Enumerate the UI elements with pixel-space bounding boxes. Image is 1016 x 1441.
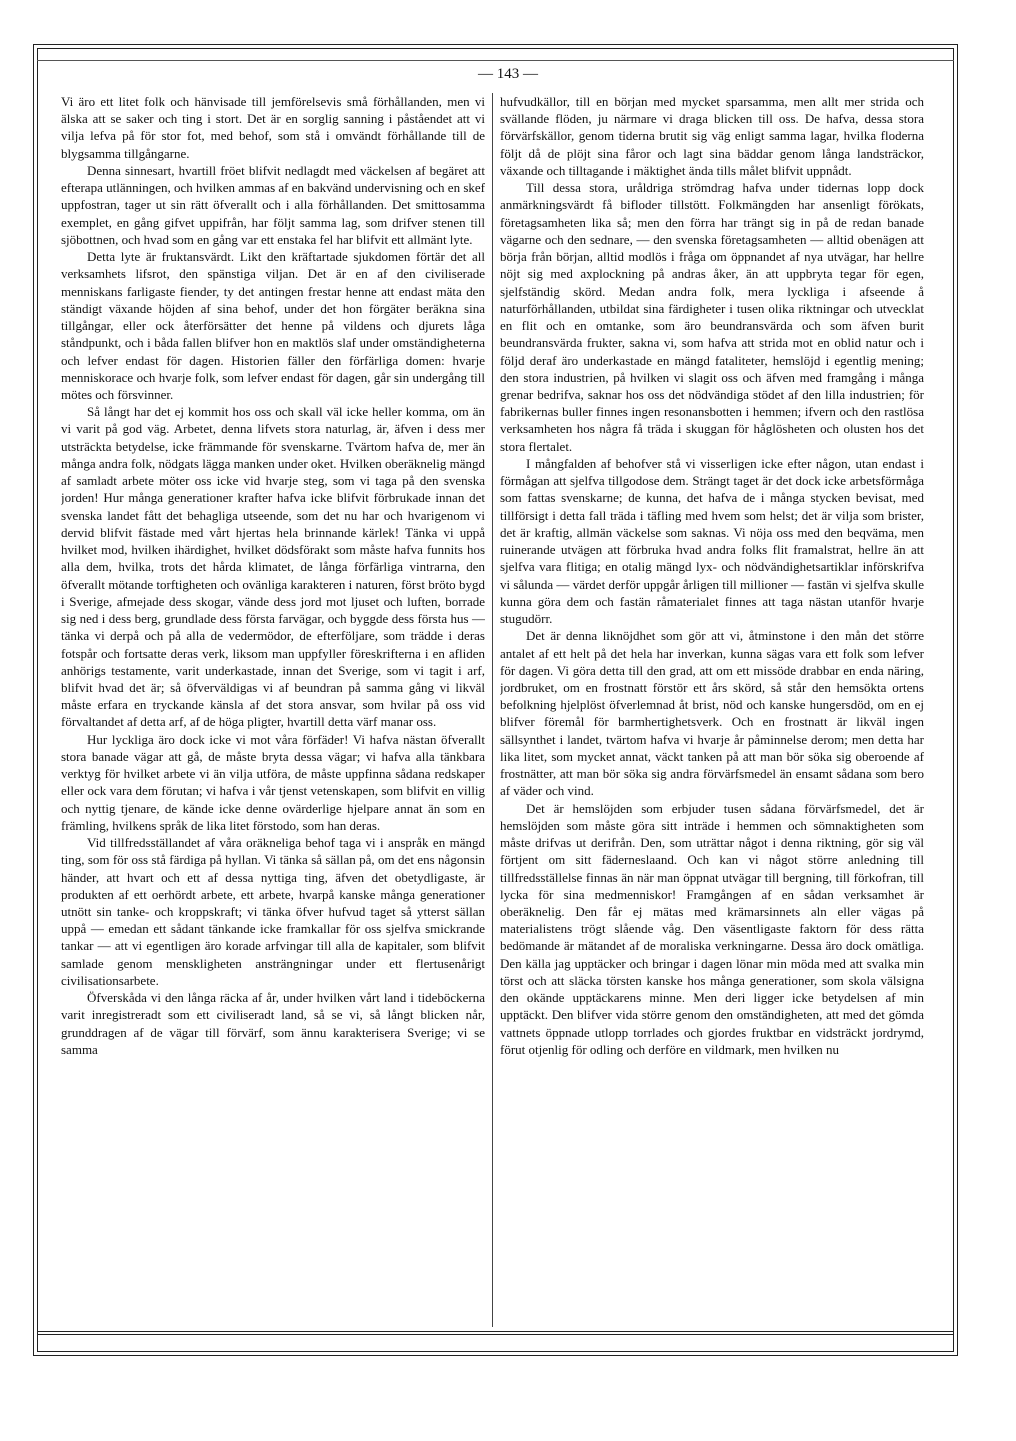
footer-rule-double <box>37 1334 954 1335</box>
footer-rule <box>37 1331 954 1332</box>
paragraph: Så långt har det ej kommit hos oss och skall väl icke heller komma, om än vi varit på god väg. Arbetet, denna lifvets stora naturlag, är, äfven i dess mer utsträckta betydelse, icke främmande för svenskarne. Tvärtom hafva de, mer än många andra folk, nödgats lägga manken under oket. Hvilken oberäknelig mängd af samladt arbete möter oss icke vid hvarje steg, som vi taga på den svenska jorden! Hur många generationer krafter hafva icke blifvit förbrukade innan det svenska landet fått det behagliga utseende, som det nu har och hvarigenom vi dervid blifvit fästade med vårt hjertas hela brinnande kärlek! Tänka vi uppå hvilket mod, hvilken ihärdighet, hvilket dödsförakt som måste hafva funnits hos alla dem, hvilka, trots det hårda klimatet, de långa förfärliga vintrarna, den öfverallt mötande torftigheten och ovänliga karakteren i naturen, först bröto bygd i Sverige, afmejade dess skogar, vände dess jord mot ljuset och luften, borrade sig ned i dess berg, grundlade dess första farvägar, och byggde dess första hus — tänka vi derpå och på alla de vedermödor, de efterföljare, som trädde i deras fotspår och fortsatte deras verk, liksom man uppfyller föreskrifterna i en afliden anhörigs testamente, varit underkastade, innan det Sverige, som vi tagit i arf, blifvit hvad det är; så öfverväldigas vi af beundran på samma gång vi likväl måste erfara en tryckande känsla af det stora ansvar, som hvilar på oss vid förvaltandet af detta arf, af de höga pligter, hvartill detta värf manar oss. <box>61 404 485 730</box>
right-column <box>500 93 924 1327</box>
page-number: — 143 — <box>478 66 538 82</box>
paragraph: Till dessa stora, uråldriga strömdrag hafva under tidernas lopp dock anmärkningsvärdt få bifloder tillstött. Folkmängden har ansenligt förökats, företagsamheten lika så; men den förra har trängt sig in på de redan banade vägarne och den sednare, — den svenska företagsamheten — alltid obenägen att börja från början, alltid modlös i fråga om öppnandet af nya utvägar, har hellre nöjt sig med axplockning på andras åker, än att uppbryta tegar för egen, sjelfständig skörd. Medan andra folk, mera lyckliga i afseende å naturförhållanden, utbildat sina färdigheter i tusen olika riktningar och utvecklat en flit och en omtanke, som äro beundransvärda och som äfven burit beundransvärda frukter, sakna vi, som hafva att strida mot en oblid natur och i följd deraf äro underkastade en mängd fataliteter, hemslöjd i egentlig mening; den stora industrien, på hvilken vi slagit oss och äfven med framgång i många grenar bedrifva, saknar hos oss det nödvändiga stödet af den lilla industrien; för fabrikernas buller finnes ingen resonansbotten i hemmen; ifvern och den rastlösa verksamheten hos några få träda i skuggan för håglösheten och olusten hos det stora flertalet. <box>500 180 924 454</box>
paragraph: Vi äro ett litet folk och hänvisade till jemförelsevis små förhållanden, men vi älska att se saker och ting i stort. Det är en sorglig sanning i påståendet att vi vilja lefva på för stor fot, med behof, som stå i omvändt förhållande till de blygsamma tillgångarne. <box>61 94 485 161</box>
paragraph: Det är hemslöjden som erbjuder tusen sådana förvärfsmedel, det är hemslöjden som måste göra sitt inträde i hemmen och sömnaktigheten som måste drifvas ut derifrån. Den, som uträttar något i denna riktning, gör sig väl förtjent om sitt fäderneslaand. Och kan vi något större anledning till tillfredsställelse finnas än när man öppnat utvägar till bergning, till förkofran, till lycka för sina medmenniskor! Framgången af en sådan verksamhet är oberäknelig. Den får ej mätas med krämarsinnets aln eller vägas på materialistens trögt slående våg. Den väsentligaste faktorn för dess rätta bedömande är mätandet af de moraliska verkningarne. Dessa äro dock omätliga. Den källa jag upptäcker och bringar i dagen lönar min möda med att svalka min törst och att släcka törsten kanske hos många generationer, som skola välsigna den okände upptäckarens minne. Men deri ligger icke betydelsen af min upptäckt. Den blifver vida större genom den omständigheten, att med det gömda vattnets öppnade utlopp torrlades och gjordes fruktbar en vidsträckt jordrymd, förut otjenlig för odling och derföre en vildmark, men hvilken nu <box>500 800 924 1057</box>
paragraph: Det är denna liknöjdhet som gör att vi, åtminstone i den mån det större antalet af ett helt på det hela har inverkan, kunna sägas vara ett folk som lefver för dagen. Vi göra detta till den grad, att om ett missöde drabbar en enda näring, jordbruket, om en frostnatt förstör ett års skörd, så står den hemsökta ortens befolkning hjelplöst öfverlemnad åt brist, nöd och kanske hungersdöd, om en ej blifver föremål för barmhertighetsverk. Och en frostnatt är likväl ingen sällsynthet i landet, tvärtom hafva vi hvarje år påminnelse derom; men detta har lika litet, som mycket annat, väckt tanken på att man bör söka sig oberoende af frostnätter, att man bör söka sig andra förvärfsmedel än ensamt sådana som bero af väder och vind. <box>500 628 924 799</box>
column-divider <box>492 93 493 1327</box>
paragraph: Hur lyckliga äro dock icke vi mot våra förfäder! Vi hafva nästan öfverallt stora banade vägar att gå, de måste bryta dessa vägar; vi hafva alla tänkbara verktyg för hvilket arbete vi än vilja utföra, de måste uppfinna sådana redskaper eller ock vara dem förutan; vi hafva i vår tjenst vetenskapen, som blifvit en villig och nyttig tjenare, de kände icke denne ovärderlige hjelpare annat än som en främling, hvilkens språk de lika litet förstodo, som han deras. <box>61 731 485 833</box>
header-rule <box>37 60 954 61</box>
paragraph: I mångfalden af behofver stå vi visserligen icke efter någon, utan endast i förmågan att sjelfva tillgodose dem. Strängt taget är det dock icke arbetsförmåga som fattas svenskarne; de kunna, det hafva de i många stycken bevisat, med tillförsigt i detta fall träda i täfling med hvem som helst; det är vilja som brister, det är kraftig, allmän väckelse som saknas. Vi nöja oss med den beqväma, men ruinerande utvägen att förbruka hvad andra folks flit framalstrat, hellre än att sjelfva vara flitiga; en otalig mängd lyx- och nödvändighetsartiklar införskrifva vi sålunda — värdet derför uppgår årligen till millioner — fastän vi sjelfva skulle kunna göra dem och fastän råmaterialet finnes att taga nästan utanför hvarje stugudörr. <box>500 455 924 627</box>
left-column <box>61 93 485 1327</box>
paragraph: hufvudkällor, till en början med mycket sparsamma, men allt mer strida och svällande flöden, ju närmare vi draga blicken till oss. De hafva, dessa stora förvärfskällor, genom tiderna brutit sig väg enligt samma lagar, hvilka floderna följt då de plöjt sina fåror och lagt sina bäddar genom långa landsträckor, växande och tilltagande i mäktighet ända tills målet blifvit uppnådt. <box>500 94 924 178</box>
paragraph: Öfverskåda vi den långa räcka af år, under hvilken vårt land i tideböckerna varit inregistreradt som ett civiliseradt land, så se vi, så långt blicken når, grunddragen af de vägar till förvärf, som ännu karakterisera Sverige; vi se samma <box>61 990 485 1057</box>
paragraph: Detta lyte är fruktansvärdt. Likt den kräftartade sjukdomen förtär det all verksamhets lifsrot, den spänstiga viljan. Det är en af den civiliserade menniskans farligaste fiender, ty det antingen frestar henne att endast mäta den ständigt växande höjden af sina behof, under det hon förgäter beräkna sina tillgångar, eller ock återförsätter det henne på vildens och djurets låga ståndpunkt, och i båda fallen blifver hon en maktlös slaf under omständigheterna och lefver endast för dagen. Historien fäller den förfärliga domen: hvarje menniskorace och hvarje folk, som lefver endast för dagen, går sin undergång till mötes och försvinner. <box>61 249 485 402</box>
paragraph: Vid tillfredsställandet af våra oräkneliga behof taga vi i anspråk en mängd ting, som för oss stå färdiga på hyllan. Vi tänka så sällan på, om det ens någonsin händer, att hvart och ett af dessa nyttiga ting, äfven det obetydligaste, är produkten af ett oerhördt arbete, ett arbete, hvarpå kanske många generationer utnött sin tanke- och kroppskraft; vi tänka öfver hufvud taget så ytterst sällan uppå — emedan ett sådant tänkande icke framkallar för oss sjelfva smickrande tankar — att vi egentligen äro korade arfvingar till alla de kapitaler, som blifvit samlade genom menskligheten ansträngningar under ett flertusenårigt civilisationsarbete. <box>61 835 485 988</box>
paragraph: Denna sinnesart, hvartill fröet blifvit nedlagdt med väckelsen af begäret att efterapa utlänningen, och hvilken ammas af en bakvänd undervisning och en skef uppfostran, tager ut sin rätt öfverallt och i alla förhållanden. Det smittosamma exemplet, en gång gifvet uppifrån, har följt samma lag, som drifver stenen till sjöbottnen, och hvad som en gång var ett enstaka fel har blifvit ett allmänt lyte. <box>61 162 485 247</box>
